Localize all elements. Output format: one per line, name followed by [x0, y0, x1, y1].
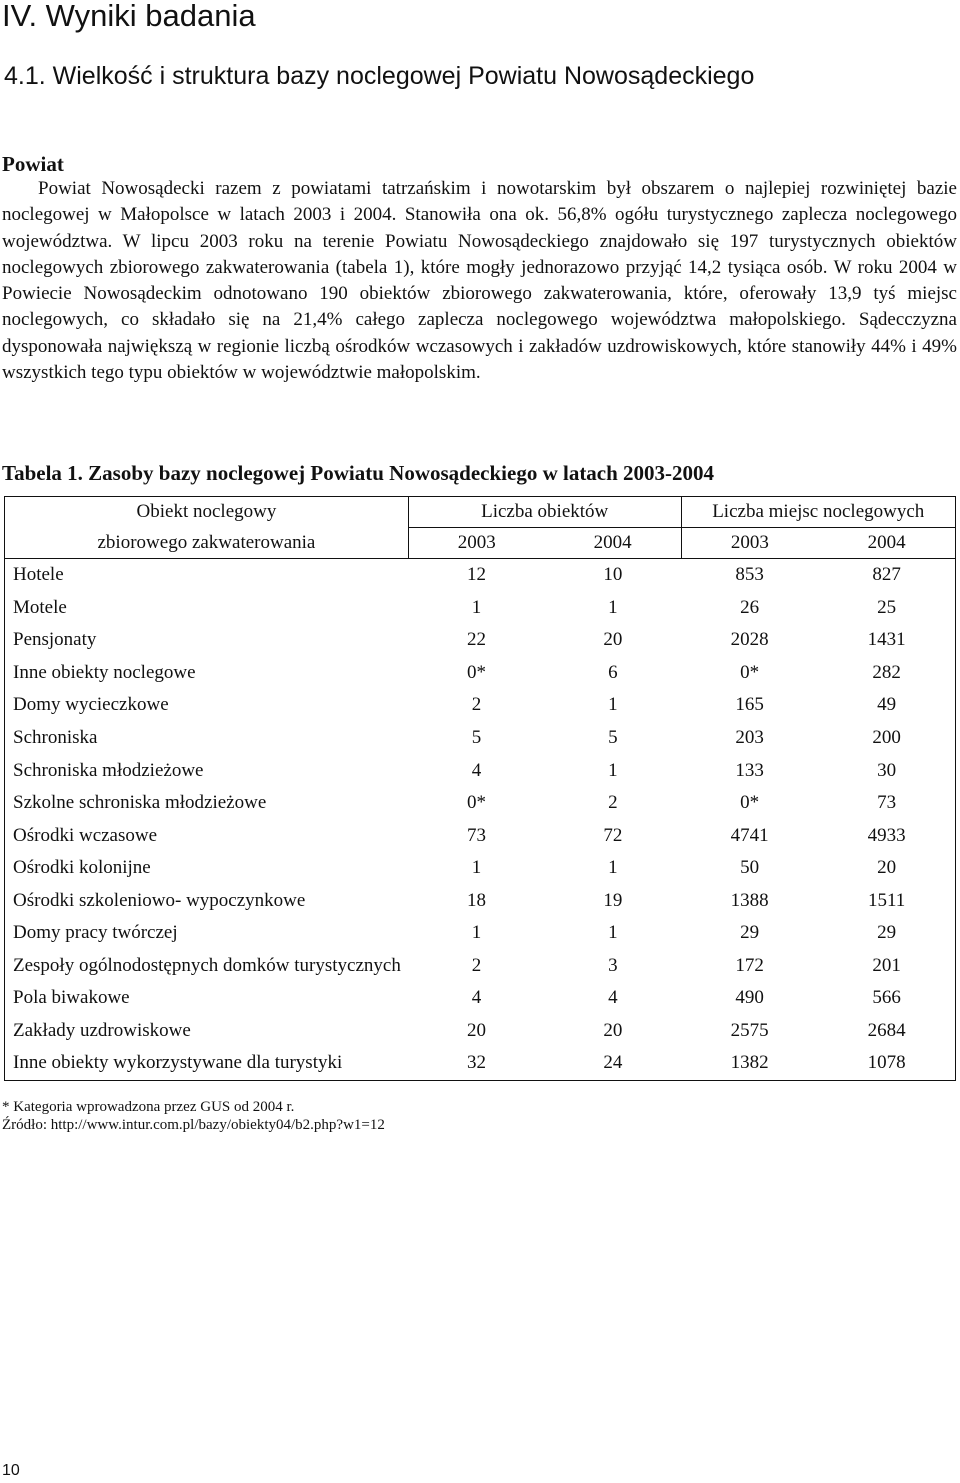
objects-2004: 1 — [608, 857, 618, 879]
sentence-3: W roku 2004 w Powiecie Nowosądeckim odnotowano 190 obiektów zbiorowego zakwaterowania, które, oferowały 13,9 tyś miejsc noclegowych, co składało się na 21,4% całego zaplecza noclegowego województwa małopolskiego. Sądecczyzna dysponowała największą w regionie liczbą ośrodków wczasowych i zakładów uzdrowiskowych, które stanowiły 44% i 49% wszystkich tego typu obiektów w województwie małopolskim. — [2, 256, 957, 384]
beds-2003: 0* — [740, 661, 760, 683]
row-name: Ośrodki szkoleniowo- wypoczynkowe — [5, 884, 409, 917]
header-beds-group: Liczba miejsc noclegowych — [681, 497, 956, 528]
objects-2003: 12 — [467, 564, 487, 586]
beds-2004: 282 — [818, 657, 955, 690]
table-caption: Tabela 1. Zasoby bazy noclegowej Powiatu Nowosądeckiego w latach 2003-2004 — [2, 461, 715, 485]
objects-2004: 6 — [608, 661, 618, 683]
table-row — [5, 592, 956, 625]
beds-2003: 29 — [740, 922, 760, 944]
sentence-1: Powiat Nowosądecki razem z powiatami tatrzańskim i nowotarskim był obszarem o najlepiej rozwiniętej bazie noclegowej w Małopolsce w latach 2003 i 2004. Stanowiła ona ok. 56,8% ogółu turystycznego zaplecza noclegowego województwa. — [2, 178, 957, 252]
objects-2004: 20 — [603, 1019, 623, 1041]
table-row — [5, 689, 956, 722]
row-name: Domy wycieczkowe — [5, 689, 409, 722]
header-year: 2003 — [681, 528, 818, 559]
objects-2003: 1 — [471, 922, 482, 944]
header-year: 2004 — [818, 528, 955, 559]
beds-2003: 4741 — [730, 824, 769, 846]
objects-2004: 24 — [545, 1047, 681, 1080]
beds-2004: 1431 — [818, 624, 955, 657]
objects-2004: 1 — [608, 759, 618, 781]
table-row — [5, 787, 956, 820]
row-name: Schroniska — [5, 722, 409, 755]
objects-2003: 5 — [471, 727, 482, 748]
objects-2004: 2 — [608, 792, 618, 814]
beds-2004: 73 — [818, 787, 955, 820]
beds-2004: 200 — [818, 722, 955, 755]
beds-2003: 172 — [735, 954, 764, 976]
footnote-category: * Kategoria wprowadzona przez GUS od 2004 r. — [2, 1099, 295, 1115]
objects-2003: 2 — [471, 954, 482, 976]
beds-2003: 490 — [735, 987, 764, 1009]
beds-2003: 2028 — [730, 629, 769, 651]
subsection-title: 4.1. Wielkość i struktura bazy noclegowej Powiatu Nowosądeckiego — [4, 62, 755, 90]
row-name: Schroniska młodzieżowe — [5, 754, 409, 787]
objects-2004: 5 — [608, 727, 618, 748]
header-object-line1: Obiekt noclegowy — [5, 497, 409, 528]
row-name: Ośrodki wczasowe — [5, 819, 409, 852]
table-row — [5, 624, 956, 657]
row-name: Pensjonaty — [5, 624, 409, 657]
row-name: Inne obiekty noclegowe — [5, 657, 409, 690]
beds-2003: 1388 — [730, 889, 769, 911]
beds-2004: 827 — [818, 559, 955, 592]
section-title: IV. Wyniki badania — [2, 0, 256, 33]
table-row — [5, 657, 956, 690]
row-name: Szkolne schroniska młodzieżowe — [5, 787, 409, 820]
beds-2004: 201 — [818, 950, 955, 983]
sentence-2: W lipcu 2003 roku na terenie Powiatu Nowosądeckiego znajdowało się 197 turystycznych obiektów noclegowych zbiorowego zakwaterowania (tabela 1), które mogły jednorazowo przyjąć 14,2 tysiąca osób. — [2, 230, 957, 278]
accommodation-table — [4, 496, 956, 1081]
objects-2004: 72 — [603, 824, 623, 846]
header-object-line2: zbiorowego zakwaterowania — [5, 528, 409, 559]
table-row — [5, 1015, 956, 1048]
body-paragraph — [2, 176, 957, 386]
objects-2003: 22 — [467, 629, 487, 651]
paragraph-heading: Powiat — [2, 152, 64, 176]
table-row — [5, 852, 956, 885]
objects-2003: 0* — [467, 661, 487, 683]
beds-2003: 133 — [735, 759, 764, 781]
table-row — [5, 884, 956, 917]
objects-2003: 18 — [467, 889, 487, 911]
beds-2004: 25 — [818, 592, 955, 625]
header-objects-group: Liczba obiektów — [408, 497, 681, 528]
objects-2003: 2 — [471, 694, 482, 716]
table-row — [5, 722, 956, 755]
objects-2003: 1 — [471, 857, 482, 879]
beds-2003: 165 — [735, 694, 764, 716]
objects-2004: 1 — [608, 694, 618, 716]
objects-2003: 4 — [471, 759, 482, 781]
page-number: 10 — [2, 1462, 20, 1479]
beds-2003: 50 — [740, 857, 760, 879]
row-name: Pola biwakowe — [5, 982, 409, 1015]
beds-2004: 29 — [818, 917, 955, 950]
beds-2004: 20 — [818, 852, 955, 885]
table-row — [5, 754, 956, 787]
beds-2003: 203 — [735, 727, 764, 748]
beds-2004: 1078 — [818, 1047, 955, 1080]
objects-2003: 4 — [471, 987, 482, 1009]
beds-2004: 30 — [818, 754, 955, 787]
beds-2003: 1382 — [681, 1047, 818, 1080]
objects-2004: 19 — [603, 889, 623, 911]
objects-2003: 0* — [467, 792, 487, 814]
objects-2003: 1 — [471, 596, 482, 618]
table-row — [5, 982, 956, 1015]
objects-2004: 20 — [603, 629, 623, 651]
row-name: Motele — [5, 592, 409, 625]
objects-2004: 1 — [608, 596, 618, 618]
beds-2004: 2684 — [818, 1015, 955, 1048]
table-row — [5, 950, 956, 983]
beds-2004: 566 — [818, 982, 955, 1015]
table-row — [5, 1047, 956, 1080]
beds-2004: 1511 — [818, 884, 955, 917]
objects-2003: 20 — [467, 1019, 487, 1041]
header-year: 2003 — [408, 528, 544, 559]
row-name: Domy pracy twórczej — [5, 917, 409, 950]
objects-2004: 3 — [608, 954, 618, 976]
row-name: Zakłady uzdrowiskowe — [5, 1015, 409, 1048]
objects-2004: 10 — [603, 564, 623, 586]
objects-2004: 4 — [608, 987, 618, 1009]
beds-2004: 4933 — [818, 819, 955, 852]
table-row — [5, 917, 956, 950]
row-name: Zespoły ogólnodostępnych domków turystycznych — [5, 950, 409, 983]
row-name: Inne obiekty wykorzystywane dla turystyki — [5, 1047, 409, 1080]
objects-2003: 32 — [408, 1047, 544, 1080]
beds-2004: 49 — [818, 689, 955, 722]
table-row — [5, 819, 956, 852]
beds-2003: 0* — [740, 792, 760, 814]
row-name: Hotele — [5, 559, 409, 592]
footnote-source: Źródło: http://www.intur.com.pl/bazy/obiekty04/b2.php?w1=12 — [2, 1117, 385, 1133]
beds-2003: 853 — [735, 564, 764, 586]
beds-2003: 26 — [740, 596, 760, 618]
objects-2004: 1 — [608, 922, 618, 944]
table-row — [5, 559, 956, 592]
header-year: 2004 — [545, 528, 681, 559]
row-name: Ośrodki kolonijne — [5, 852, 409, 885]
beds-2003: 2575 — [730, 1019, 769, 1041]
objects-2003: 73 — [467, 824, 487, 846]
